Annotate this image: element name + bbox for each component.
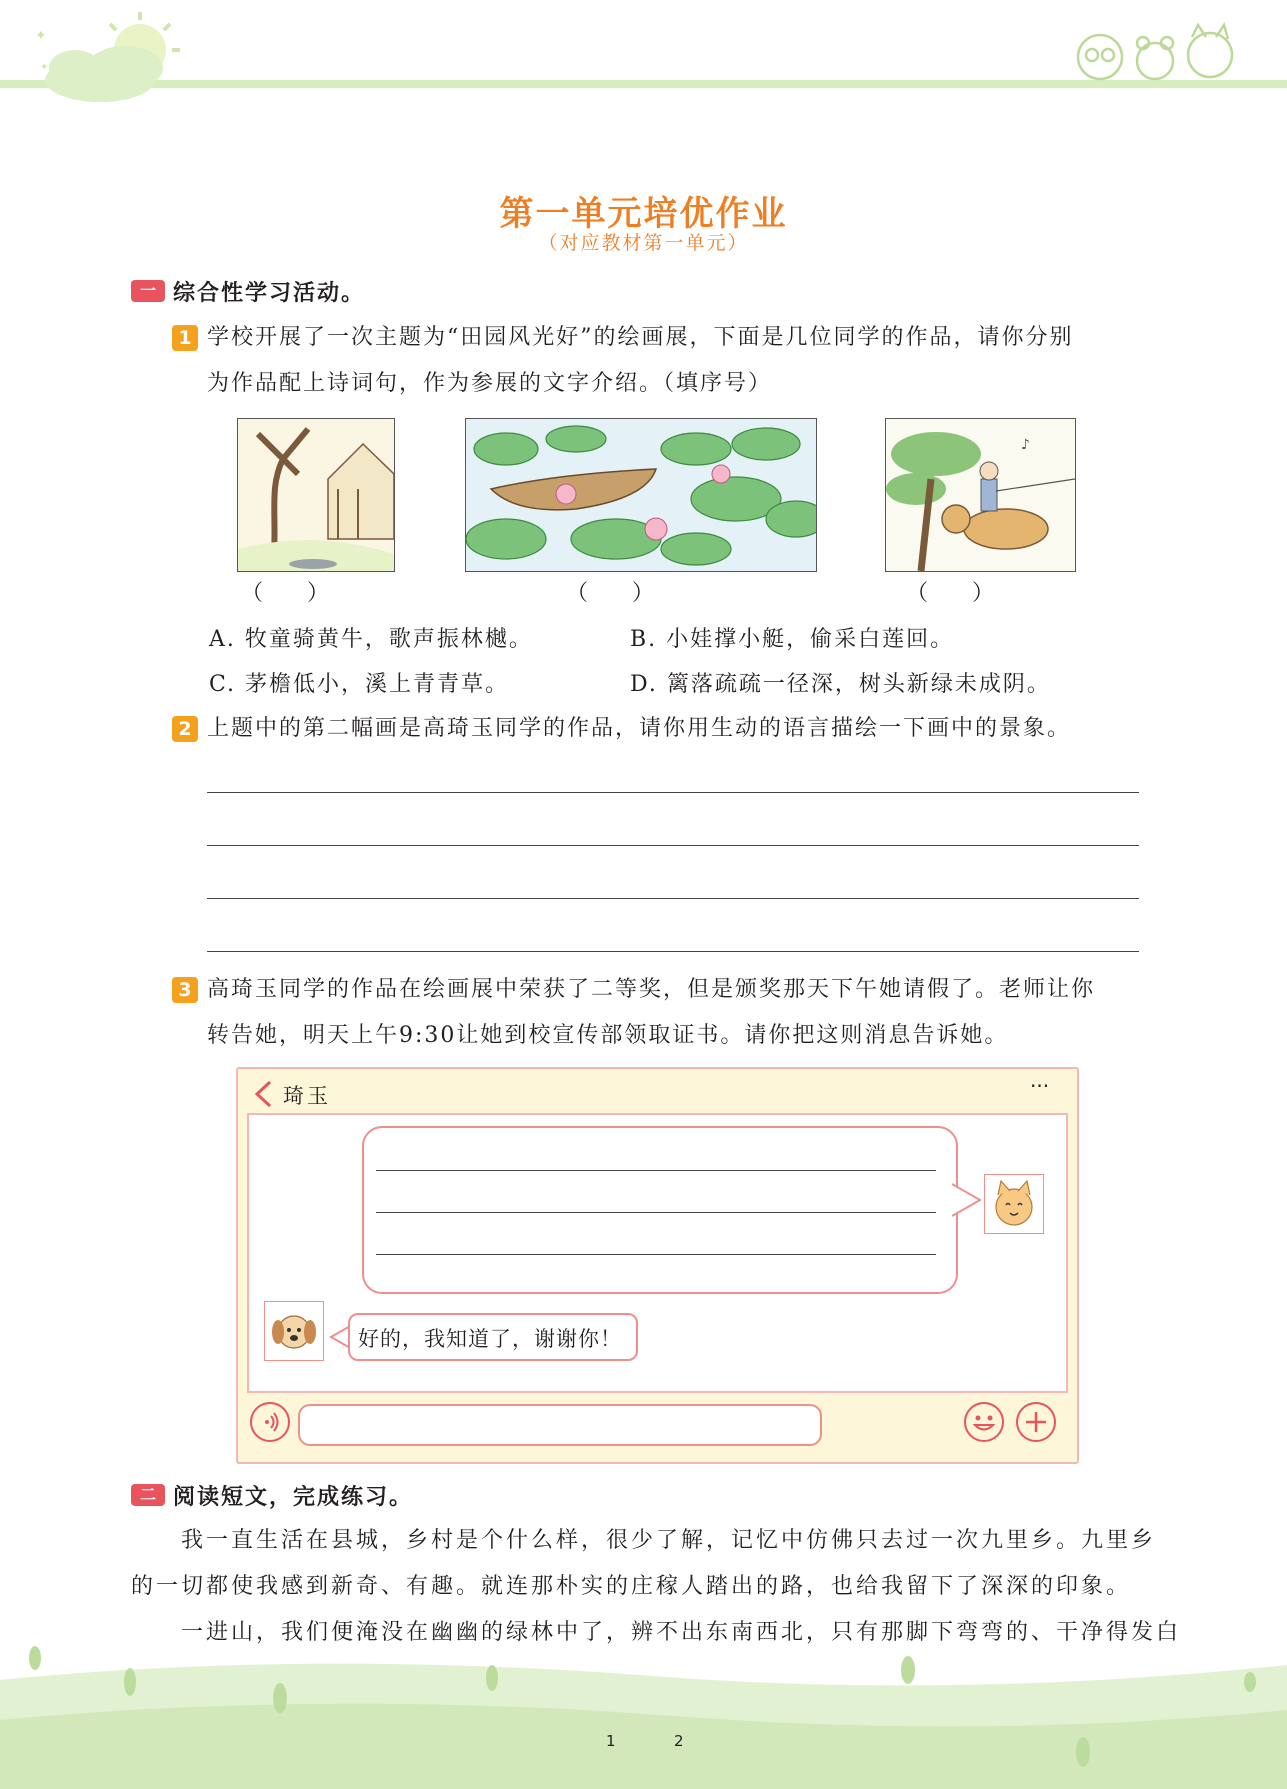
picture-cottage-tree [237, 418, 395, 572]
chat-text-input[interactable] [298, 1404, 822, 1446]
page-title: 第一单元培优作业 [499, 194, 788, 234]
question-3-line-1: 高琦玉同学的作品在绘画展中荣获了二等奖，但是颁奖那天下午她请假了。老师让你 [207, 977, 1096, 1002]
section-1-badge: 一 [131, 280, 165, 302]
message-compose-bubble[interactable] [362, 1126, 958, 1294]
question-2-text: 上题中的第二幅画是高琦玉同学的作品，请你用生动的语言描绘一下画中的景象。 [207, 716, 1072, 741]
passage-line-3: 一进山，我们便淹没在幽幽的绿林中了，辨不出东南西北，只有那脚下弯弯的、干净得发白 [181, 1620, 1182, 1645]
answer-blank-2[interactable]: （ ） [565, 581, 654, 606]
message-writing-line[interactable] [376, 1254, 936, 1255]
svg-text:✦: ✦ [35, 28, 47, 44]
bubble-tail-right [952, 1180, 984, 1220]
voice-input-icon[interactable] [250, 1402, 290, 1442]
message-writing-line[interactable] [376, 1212, 936, 1213]
question-2-badge: 2 [172, 716, 198, 742]
answer-blank-1[interactable]: （ ） [240, 581, 329, 606]
page-number-right: 2 [674, 1732, 684, 1750]
dog-avatar [264, 1301, 324, 1361]
question-1-line-1: 学校开展了一次主题为“田园风光好”的绘画展，下面是几位同学的作品，请你分别 [207, 325, 1074, 350]
more-options-icon[interactable]: ··· [1030, 1074, 1050, 1098]
writing-line[interactable] [207, 898, 1139, 899]
option-a: A. 牧童骑黄牛，歌声振林樾。 [209, 627, 533, 652]
cat-avatar [984, 1174, 1044, 1234]
chat-contact-name: 琦玉 [283, 1084, 331, 1108]
page-number-left: 1 [606, 1732, 616, 1750]
picture-lotus-boat [465, 418, 817, 572]
passage-line-2: 的一切都使我感到新奇、有趣。就连那朴实的庄稼人踏出的路，也给我留下了深深的印象。 [131, 1574, 1132, 1599]
svg-text:✦: ✦ [40, 62, 49, 73]
passage-line-1: 我一直生活在县城，乡村是个什么样，很少了解，记忆中仿佛只去过一次九里乡。九里乡 [181, 1528, 1157, 1553]
section-1-title: 综合性学习活动。 [173, 281, 366, 306]
writing-line[interactable] [207, 792, 1139, 793]
question-1-badge: 1 [172, 325, 198, 351]
animal-friends-decoration [1060, 15, 1250, 85]
writing-line[interactable] [207, 951, 1139, 952]
svg-text:♪: ♪ [1021, 437, 1030, 453]
message-writing-line[interactable] [376, 1170, 936, 1171]
reply-message-bubble: 好的，我知道了，谢谢你！ [348, 1313, 638, 1361]
section-2-badge: 二 [131, 1484, 165, 1506]
sun-cloud-decoration [30, 10, 190, 105]
hills-decoration [0, 1640, 1287, 1789]
question-3-badge: 3 [172, 977, 198, 1003]
answer-blank-3[interactable]: （ ） [905, 581, 994, 606]
option-c: C. 茅檐低小，溪上青青草。 [209, 672, 510, 697]
question-1-line-2: 为作品配上诗词句，作为参展的文字介绍。（填序号） [207, 371, 773, 396]
chevron-left-icon[interactable] [252, 1079, 274, 1109]
section-2-title: 阅读短文，完成练习。 [173, 1485, 414, 1510]
question-3-line-2: 转告她，明天上午9:30让她到校宣传部领取证书。请你把这则消息告诉她。 [207, 1023, 1009, 1048]
add-icon[interactable] [1016, 1402, 1056, 1442]
option-b: B. 小娃撑小艇，偷采白莲回。 [630, 627, 955, 652]
page-subtitle: （对应教材第一单元） [538, 232, 749, 254]
option-d: D. 篱落疏疏一径深，树头新绿未成阴。 [630, 672, 1051, 697]
writing-line[interactable] [207, 845, 1139, 846]
picture-cowherd-boy [885, 418, 1076, 572]
emoji-icon[interactable] [964, 1402, 1004, 1442]
